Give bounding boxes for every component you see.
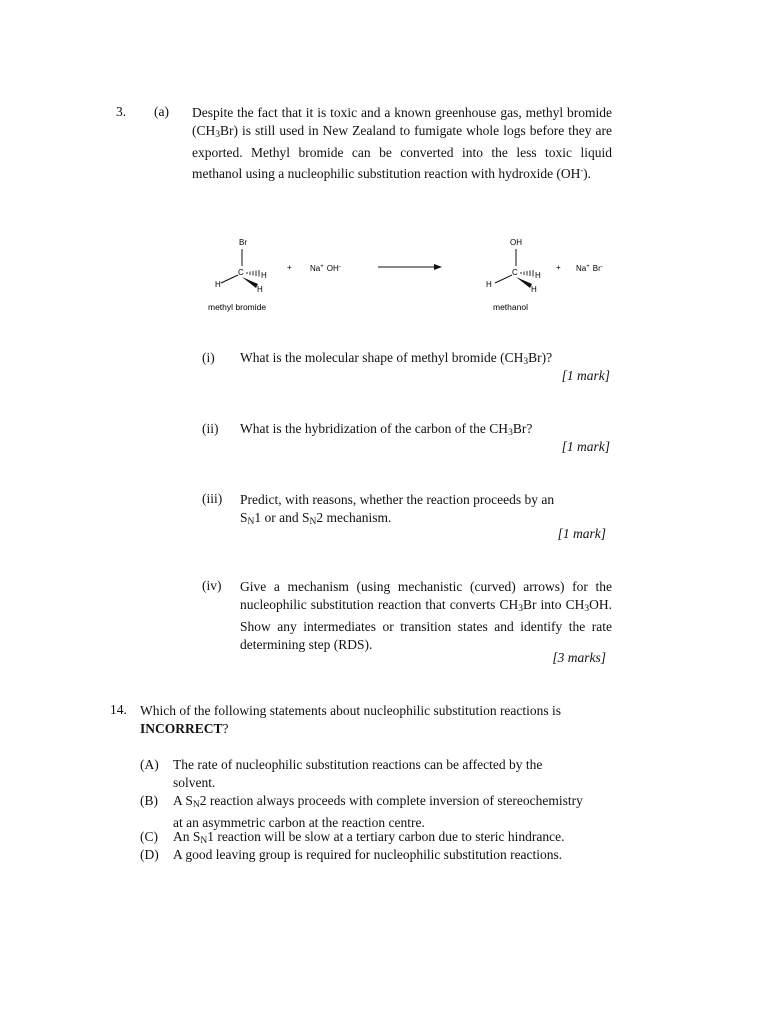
atom-h-left: H: [486, 280, 492, 289]
option-c: An $S_N1$ reaction will be slow at a tertiary carbon due to steric hindrance.: [173, 829, 565, 846]
part-label: (a): [154, 104, 169, 119]
option-label-a: (A): [140, 757, 159, 772]
sodium-bromide: Na+ Br-: [576, 264, 603, 273]
solid-wedge-bond: [242, 277, 258, 288]
subpart-label: (iv): [202, 578, 222, 593]
plus-sign: +: [556, 263, 561, 272]
methyl-bromide-caption: methyl bromide: [208, 302, 267, 312]
atom-h-bottom: H: [257, 285, 263, 294]
question-intro: Despite the fact that it is toxic and a known greenhouse gas, methyl bromide $(CH_3Br)$ is still used in New Zealand to fumigate whole logs before they are exported. Methyl bromide can be converted into the less toxic liquid methanol using a nucleophilic substitution reaction with hydroxide (OH-).: [192, 105, 612, 181]
sodium-hydroxide: Na+ OH-: [310, 264, 341, 273]
plus-sign: +: [287, 263, 292, 272]
bond-c-h-left: [495, 275, 512, 283]
subpart-question: What is the molecular shape of methyl bromide $(CH_3Br)$?: [240, 350, 553, 367]
methanol-caption: methanol: [493, 302, 528, 312]
option-a: The rate of nucleophilic substitution reactions can be affected by the solvent.: [173, 757, 543, 790]
mark-allocation: [1 mark]: [561, 439, 610, 454]
mark-allocation: [1 mark]: [557, 526, 606, 541]
atom-c: C: [238, 268, 244, 277]
option-d: A good leaving group is required for nucleophilic substitution reactions.: [173, 847, 563, 862]
subpart-question: Predict, with reasons, whether the reaction proceeds by an $S_N1$ or and $S_N2$ mechanism.: [240, 492, 555, 527]
question-number: 14.: [110, 702, 127, 717]
bond-c-h-left: [221, 275, 238, 283]
subpart-label: (ii): [202, 421, 219, 436]
reaction-arrow: [378, 264, 442, 270]
option-label-d: (D): [140, 847, 159, 862]
option-label-c: (C): [140, 829, 158, 844]
methanol-structure: [486, 238, 541, 312]
subpart-question: Give a mechanism (using mechanistic (curved) arrows) for the nucleophilic substitution reaction that converts $CH_3Br$ into $CH_3OH$. Show any intermediates or transition states and identify the rate determining step (RDS).: [240, 579, 612, 652]
question-number: 3.: [116, 104, 127, 119]
mark-allocation: [3 marks]: [552, 650, 606, 665]
atom-h-bottom: H: [531, 285, 537, 294]
methyl-bromide-structure: [208, 238, 267, 312]
atom-h-left: H: [215, 280, 221, 289]
hashed-wedge-bond: [247, 270, 259, 277]
mark-allocation: [1 mark]: [561, 368, 610, 383]
subpart-label: (iii): [202, 491, 223, 506]
hashed-wedge-bond: [521, 270, 533, 277]
reaction-scheme: [190, 230, 630, 320]
atom-oh: OH: [510, 238, 522, 247]
solid-wedge-bond: [516, 277, 532, 288]
atom-c: C: [512, 268, 518, 277]
atom-br: Br: [239, 238, 247, 247]
subpart-label: (i): [202, 350, 215, 365]
option-b: A $S_N2$ reaction always proceeds with complete inversion of stereochemistry at an asymmetric carbon at the reaction centre.: [173, 793, 583, 830]
option-label-b: (B): [140, 793, 158, 808]
subpart-question: What is the hybridization of the carbon of the $CH_3Br$?: [240, 421, 533, 438]
atom-h-right: H: [535, 271, 541, 280]
atom-h-right: H: [261, 271, 267, 280]
question-stem: Which of the following statements about nucleophilic substitution reactions is INCORRECT?: [140, 703, 562, 736]
